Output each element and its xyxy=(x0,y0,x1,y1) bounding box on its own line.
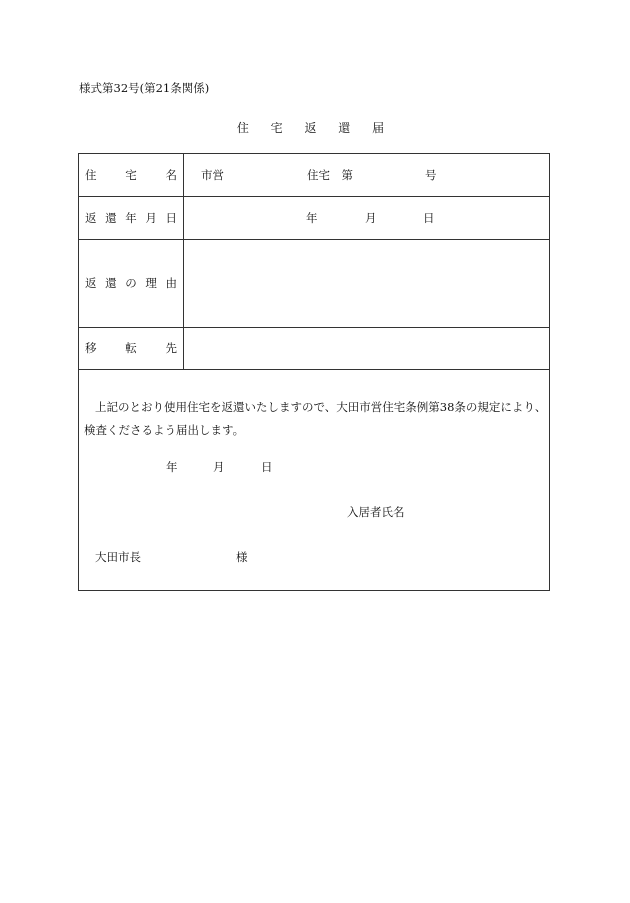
label-char: 理 xyxy=(145,276,157,290)
label-char: 月 xyxy=(145,210,157,225)
housing-name-field[interactable]: 住宅 第 xyxy=(307,168,353,182)
row-return-date xyxy=(79,196,549,240)
label-char: 転 xyxy=(125,341,137,355)
submission-month-field[interactable]: 月 xyxy=(213,460,225,474)
addressee-honorific: 様 xyxy=(236,550,248,564)
city-prefix: 市営 xyxy=(201,168,224,182)
return-month-field[interactable]: 月 xyxy=(365,210,377,225)
resident-name-label: 入居者氏名 xyxy=(347,505,405,519)
label-char: 年 xyxy=(125,210,137,225)
form-table xyxy=(78,153,550,591)
form-number: 様式第32号(第21条関係) xyxy=(79,81,210,95)
addressee-name: 大田市長 xyxy=(95,550,141,564)
label-char: の xyxy=(125,276,137,290)
label-char: 還 xyxy=(105,276,117,290)
return-reason-field[interactable] xyxy=(184,239,549,327)
label-housing-name xyxy=(79,154,184,196)
label-char: 住 xyxy=(85,168,97,182)
statement-line-1: 上記のとおり使用住宅を返還いたしますので、大田市営住宅条例第38条の規定により、 xyxy=(95,400,547,414)
label-destination xyxy=(79,327,184,369)
statement-section xyxy=(79,369,549,591)
housing-number-suffix: 号 xyxy=(425,168,437,182)
label-char: 先 xyxy=(165,341,177,355)
label-char: 由 xyxy=(165,276,177,290)
return-year-field[interactable]: 年 xyxy=(306,210,318,225)
row-destination xyxy=(79,327,549,370)
label-char: 日 xyxy=(165,210,177,225)
statement-line-2: 検査くださるよう届出します。 xyxy=(84,423,245,437)
label-char: 還 xyxy=(105,210,117,225)
label-return-date xyxy=(79,196,184,239)
destination-field[interactable] xyxy=(184,327,549,369)
row-return-reason xyxy=(79,239,549,328)
label-char: 名 xyxy=(165,168,177,182)
label-char: 宅 xyxy=(125,168,137,182)
submission-day-field[interactable]: 日 xyxy=(261,460,273,474)
label-char: 返 xyxy=(85,276,97,290)
return-day-field[interactable]: 日 xyxy=(423,210,435,225)
page-title: 住 宅 返 還 届 xyxy=(236,121,394,135)
label-return-reason xyxy=(79,239,184,327)
submission-year-field[interactable]: 年 xyxy=(166,460,178,474)
label-char: 返 xyxy=(85,210,97,225)
row-housing-name xyxy=(79,154,549,197)
label-char: 移 xyxy=(85,341,97,355)
